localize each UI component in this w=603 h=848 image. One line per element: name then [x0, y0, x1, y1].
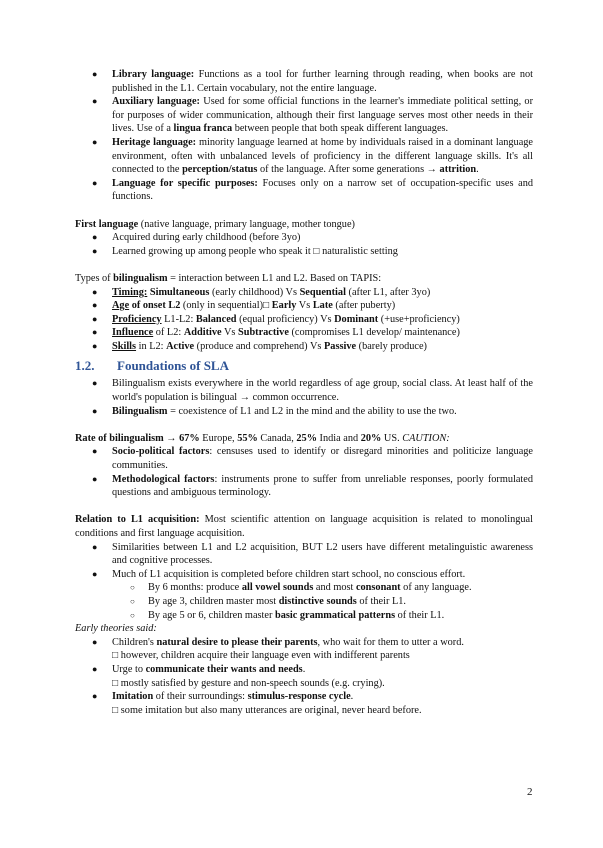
definition: of the language. After some generations →: [257, 164, 440, 176]
caution-label: CAUTION:: [402, 432, 450, 444]
relation-paragraph: [75, 513, 533, 540]
bullet-icon: ●: [92, 327, 98, 338]
sub-list-item: [75, 581, 533, 595]
list-item: [75, 405, 533, 419]
text: By 6 months: produce: [148, 582, 242, 594]
list-item: [75, 177, 533, 204]
list-item: [75, 95, 533, 136]
term: Influence: [112, 327, 154, 339]
list-item-text: Learned growing up among people who speak it □ naturalistic setting: [112, 245, 398, 257]
list-item: [75, 299, 533, 313]
emphasis: Sequential: [299, 286, 346, 298]
term: Timing:: [112, 286, 148, 298]
text: .: [350, 691, 354, 703]
list-item-text: Much of L1 acquisition is completed before children start school, no conscious effort.: [112, 568, 466, 580]
circle-bullet-icon: ○: [130, 596, 135, 606]
list-item: [75, 541, 533, 568]
language-types-list: [75, 68, 533, 204]
text: = interaction between L1 and L2. Based on TAPIS:: [167, 272, 382, 284]
text: (equal proficiency) Vs: [236, 313, 335, 325]
bullet-icon: ●: [92, 541, 98, 552]
text: (+use+proficiency): [378, 313, 460, 325]
bullet-icon: ●: [92, 136, 98, 147]
foundations-list: [75, 377, 533, 418]
term: Library language:: [112, 69, 195, 80]
bullet-icon: ●: [92, 340, 98, 351]
emphasis: all vowel sounds: [241, 582, 314, 594]
list-item: [75, 473, 533, 500]
text: (early childhood) Vs: [209, 286, 300, 298]
bullet-icon: ●: [92, 446, 98, 457]
sub-list-item: [75, 595, 533, 609]
emphasis: Subtractive: [237, 327, 289, 339]
term: Heritage language:: [112, 136, 197, 148]
text: (after puberty): [332, 300, 396, 312]
note: □ some imitation but also many utterances are original, never heard before.: [112, 704, 422, 716]
emphasis: stimulus-response cycle: [247, 691, 351, 703]
list-item: [75, 568, 533, 582]
bullet-icon: ●: [92, 636, 98, 647]
definition: between people that both speak different languages.: [232, 123, 449, 135]
bullet-icon: ●: [92, 405, 98, 416]
rate-paragraph: [75, 432, 533, 446]
term: Methodological factors: [112, 473, 215, 485]
text: US.: [381, 432, 403, 444]
emphasis: Simultaneous: [149, 286, 210, 298]
bilingualism-types-list: [75, 286, 533, 354]
list-item-text: Bilingualism exists everywhere in the world regardless of age group, social class. At least half of the world's population is bilingual → common occurrence.: [112, 378, 533, 404]
bullet-icon: ●: [92, 663, 98, 674]
text: (compromises L1 develop/ maintenance): [288, 327, 460, 339]
emphasis: 55%: [237, 432, 258, 444]
early-theories-label: [75, 622, 533, 636]
page-number: 2: [527, 786, 533, 798]
list-item-text: Acquired during early childhood (before 3yo): [112, 232, 301, 244]
text: in L2:: [136, 340, 167, 352]
bilingualism-types-intro: [75, 272, 533, 286]
note: □ mostly satisfied by gesture and non-speech sounds (e.g. crying).: [112, 677, 385, 689]
section-heading: [75, 357, 533, 375]
text: , who wait for them to utter a word.: [317, 636, 464, 648]
list-item-text: Similarities between L1 and L2 acquisition, BUT L2 users have different metalinguistic awareness and cognitive processes.: [112, 541, 533, 567]
circle-bullet-icon: ○: [130, 610, 135, 620]
emphasis: lingua franca: [173, 123, 233, 135]
list-item: [75, 377, 533, 404]
text: of L2:: [153, 327, 184, 339]
list-item: [75, 326, 533, 340]
bullet-icon: ●: [92, 300, 98, 311]
definition: : censuses used to identify or disregard minorities and politicize language communities.: [112, 446, 533, 472]
bullet-icon: ●: [92, 232, 98, 243]
emphasis: Active: [166, 340, 195, 352]
emphasis: basic grammatical patterns: [274, 609, 396, 621]
first-language-paragraph: [75, 218, 533, 232]
bullet-icon: ●: [92, 96, 98, 107]
emphasis: 20%: [360, 432, 382, 444]
list-item: [75, 690, 533, 717]
term: of onset L2: [129, 300, 181, 312]
text: Most scientific attention on language acquisition is related to monolingual conditions and first language acquisition.: [75, 514, 533, 539]
list-item: [75, 68, 533, 95]
emphasis: natural desire to please their parents: [156, 636, 318, 648]
bullet-icon: ●: [92, 177, 98, 188]
text: Vs: [296, 300, 313, 312]
text: of their surroundings:: [153, 691, 248, 703]
list-item: [75, 245, 533, 259]
emphasis: Balanced: [195, 313, 237, 325]
term: Auxiliary language:: [112, 96, 200, 108]
definition: Used for some official functions in the learner's immediate political setting, or for purposes of wider communication, although their first language serves most other needs in their lives. Use of a: [112, 96, 534, 135]
term: bilingualism: [113, 272, 168, 284]
text: By age 3, children master most: [148, 595, 279, 607]
text: Types of: [75, 272, 114, 284]
bullet-icon: ●: [92, 378, 98, 389]
bullet-icon: ●: [92, 245, 98, 256]
text: L1-L2:: [161, 313, 196, 325]
list-item: [75, 340, 533, 354]
text: By age 5 or 6, children master: [148, 609, 275, 621]
list-item: [75, 445, 533, 472]
section-title: Foundations of SLA: [117, 358, 229, 374]
text: of their L1.: [356, 595, 406, 607]
text: .: [302, 663, 306, 675]
text: (produce and comprehend) Vs: [194, 340, 325, 352]
term: Language for specific purposes:: [112, 177, 258, 189]
text: and most: [313, 582, 356, 594]
term: First language: [75, 218, 139, 230]
emphasis: Rate of bilingualism → 67%: [75, 432, 200, 444]
relation-list: [75, 541, 533, 623]
text: Urge to: [112, 663, 146, 675]
text: Vs: [221, 327, 238, 339]
text: Europe,: [199, 432, 238, 444]
bullet-icon: ●: [92, 286, 98, 297]
text: of their L1.: [395, 609, 445, 621]
text: of any language.: [400, 582, 472, 594]
emphasis: consonant: [355, 582, 401, 594]
first-language-list: [75, 231, 533, 258]
document-page: [75, 68, 533, 717]
emphasis: perception/status: [182, 164, 258, 176]
term: Socio-political factors: [112, 446, 210, 458]
bullet-icon: ●: [92, 473, 98, 484]
emphasis: 25%: [296, 432, 317, 444]
rate-factors-list: [75, 445, 533, 499]
bullet-icon: ●: [92, 313, 98, 324]
emphasis: Passive: [324, 340, 357, 352]
emphasis: Dominant: [334, 313, 379, 325]
term: Proficiency: [112, 313, 162, 325]
definition: .: [476, 164, 479, 176]
text: Canada,: [257, 432, 297, 444]
text: (only in sequential)□: [180, 300, 272, 312]
circle-bullet-icon: ○: [130, 583, 135, 593]
emphasis: distinctive sounds: [278, 595, 357, 607]
emphasis: Additive: [183, 327, 222, 339]
bullet-icon: ●: [92, 691, 98, 702]
definition: Focuses only on a narrow set of occupation-specific uses and functions.: [112, 177, 533, 203]
emphasis: attrition: [439, 164, 477, 176]
term: Relation to L1 acquisition:: [75, 514, 200, 526]
definition: Functions as a tool for further learning through reading, when books are not published in the L1. Certain vocabulary, not the entire language.: [112, 69, 534, 94]
definition: : instruments prone to suffer from unreliable responses, poorly formulated questions and ambiguous terminology.: [112, 473, 533, 499]
text: India and: [316, 432, 361, 444]
term: Skills: [112, 340, 137, 352]
note: □ however, children acquire their language even with indifferent parents: [112, 650, 410, 662]
list-item: [75, 663, 533, 690]
definition: = coexistence of L1 and L2 in the mind and the ability to use the two.: [167, 405, 457, 417]
list-item: [75, 231, 533, 245]
early-theories-list: [75, 636, 533, 718]
emphasis: Imitation: [112, 691, 154, 703]
emphasis: Early: [271, 300, 297, 312]
definition: (native language, primary language, mother tongue): [138, 218, 355, 230]
emphasis: Late: [312, 300, 333, 312]
text: (barely produce): [356, 340, 427, 352]
label: Early theories said:: [75, 623, 157, 635]
definition: minority language learned at home by individuals raised in a dominant language environment, often with unbalanced levels of proficiency in the different language skills. It's all connected to the: [112, 136, 533, 176]
sub-list-item: [75, 609, 533, 623]
text: (after L1, after 3yo): [345, 286, 431, 298]
list-item: [75, 286, 533, 300]
term: Age: [112, 300, 130, 312]
section-number: 1.2.: [75, 358, 95, 374]
list-item: [75, 136, 533, 177]
bullet-icon: ●: [92, 568, 98, 579]
bullet-icon: ●: [92, 69, 98, 79]
emphasis: communicate their wants and needs: [145, 663, 303, 675]
list-item: [75, 636, 533, 663]
list-item: [75, 313, 533, 327]
text: Children's: [112, 636, 157, 648]
term: Bilingualism: [112, 405, 168, 417]
